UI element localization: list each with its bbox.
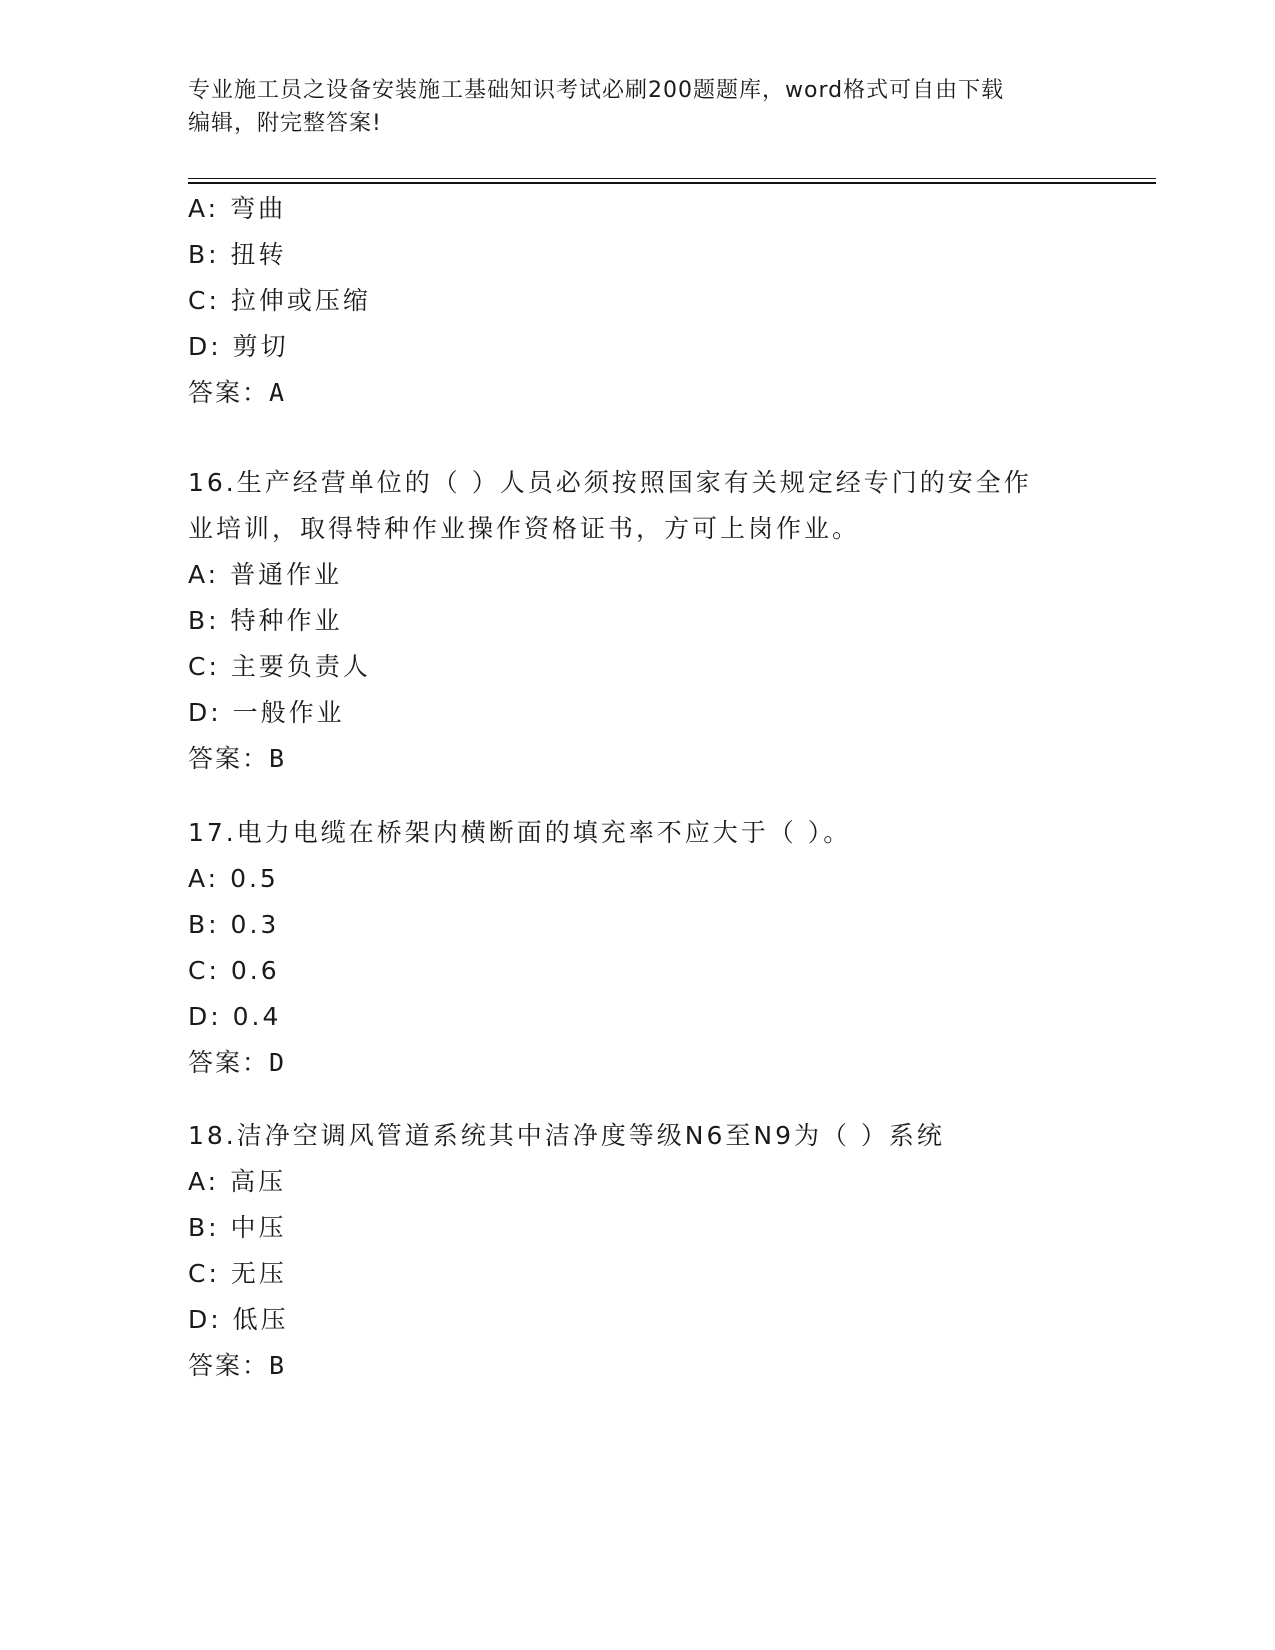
- question-stem-line1: 16.生产经营单位的（ ）人员必须按照国家有关规定经专门的安全作: [188, 468, 1032, 497]
- option-a: A: 高压: [188, 1167, 287, 1196]
- answer-line: 答案：B: [188, 1351, 288, 1380]
- option-d: D: 低压: [188, 1305, 289, 1334]
- option-b: B: 扭转: [188, 240, 287, 269]
- option-c: C: 主要负责人: [188, 652, 371, 681]
- option-c: C: 无压: [188, 1259, 287, 1288]
- option-a: A: 0.5: [188, 864, 279, 893]
- option-b: B: 特种作业: [188, 606, 343, 635]
- option-c: C: 0.6: [188, 956, 280, 985]
- option-a: A: 弯曲: [188, 194, 287, 223]
- option-b: B: 中压: [188, 1213, 287, 1242]
- option-d: D: 剪切: [188, 332, 289, 361]
- question-16: [188, 460, 1088, 782]
- header-title-line2: 编辑，附完整答案!: [188, 111, 382, 136]
- answer-line: 答案：B: [188, 744, 288, 773]
- header-title-line1: 专业施工员之设备安装施工基础知识考试必刷200题题库，word格式可自由下载: [188, 78, 1005, 103]
- question-stem-line1: 18.洁净空调风管道系统其中洁净度等级N6至N9为（ ）系统: [188, 1121, 945, 1150]
- option-b: B: 0.3: [188, 910, 280, 939]
- question-15-options: [188, 186, 1088, 416]
- document-header: [188, 74, 1088, 140]
- option-d: D: 0.4: [188, 1002, 282, 1031]
- answer-line: 答案：D: [188, 1048, 288, 1077]
- option-d: D: 一般作业: [188, 698, 345, 727]
- question-17: [188, 810, 1088, 1086]
- option-c: C: 拉伸或压缩: [188, 286, 371, 315]
- option-a: A: 普通作业: [188, 560, 343, 589]
- header-divider-thin: [188, 178, 1156, 179]
- question-stem-line1: 17.电力电缆在桥架内横断面的填充率不应大于（ ）。: [188, 818, 852, 847]
- header-divider-thick: [188, 182, 1156, 184]
- answer-line: 答案：A: [188, 378, 288, 407]
- question-18: [188, 1113, 1088, 1389]
- question-stem-line2: 业培训，取得特种作业操作资格证书，方可上岗作业。: [188, 514, 861, 543]
